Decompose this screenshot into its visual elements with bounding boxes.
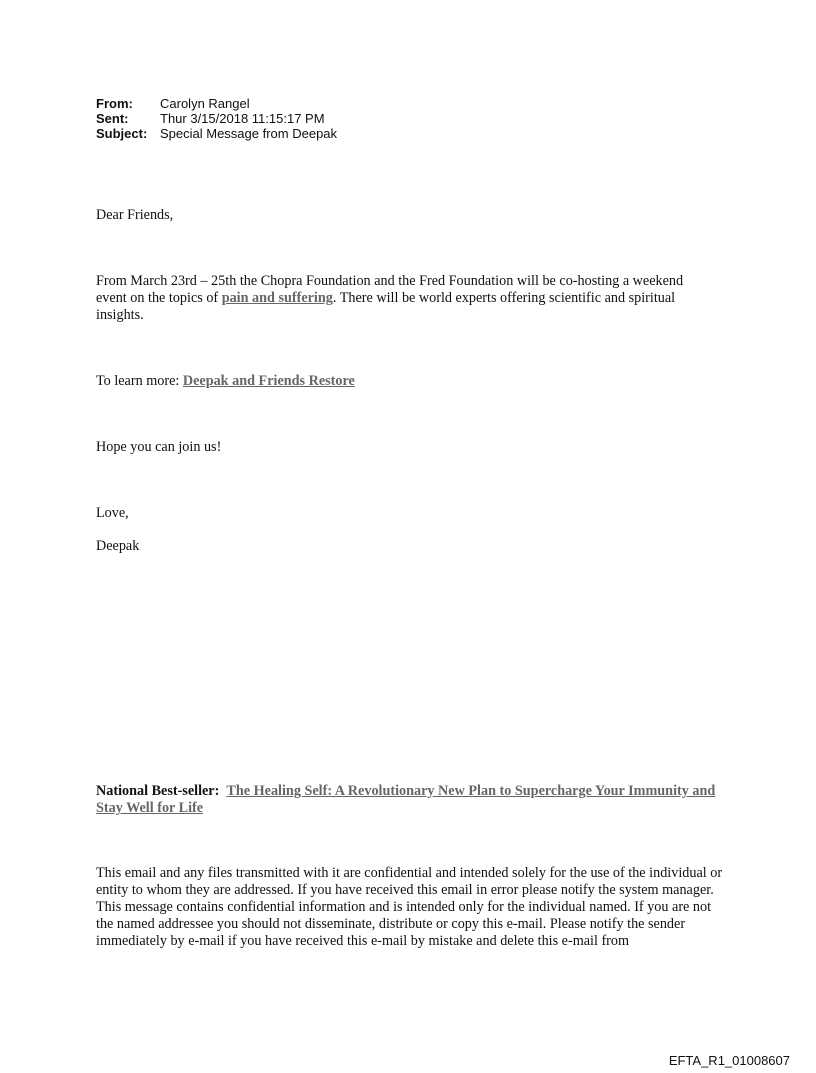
- sent-label: Sent:: [96, 111, 129, 126]
- learn-more-line: [96, 373, 355, 390]
- sent-value: Thur 3/15/2018 11:15:17 PM: [160, 111, 325, 126]
- closing-line: Love,: [96, 505, 129, 521]
- promo-line: [96, 783, 721, 817]
- sent-row: [96, 111, 337, 126]
- event-paragraph: [96, 273, 706, 324]
- subject-row: [96, 126, 337, 141]
- signature: Deepak: [96, 538, 140, 554]
- healing-self-book-link[interactable]: The Healing Self: A Revolutionary New Plan to Supercharge Your Immunity and Stay Well for Life: [96, 783, 716, 816]
- from-label: From:: [96, 96, 133, 111]
- learn-more-prefix: To learn more:: [96, 373, 183, 389]
- from-row: [96, 96, 337, 111]
- confidentiality-disclaimer: This email and any files transmitted with it are confidential and intended solely for the use of the individual or entity to whom they are addressed. If you have received this email in error please notify the system manager. This message contains confidential information and is intended only for the individual named. If you are not the named addressee you should not disseminate, distribute or copy this e-mail. Please notify the sender immediately by e-mail if you have received this e-mail by mistake and delete this e-mail from: [96, 865, 723, 949]
- pain-and-suffering-link[interactable]: pain and suffering: [221, 290, 333, 306]
- subject-label: Subject:: [96, 126, 148, 141]
- from-value: Carolyn Rangel: [160, 96, 250, 111]
- hope-line: Hope you can join us!: [96, 439, 222, 455]
- event-text-end: . There will be world experts offering scientific and spiritual insights.: [96, 290, 676, 323]
- promo-label: National Best-seller:: [96, 783, 220, 799]
- subject-value: Special Message from Deepak: [160, 126, 338, 141]
- email-header: [96, 96, 337, 141]
- deepak-and-friends-restore-link[interactable]: Deepak and Friends Restore: [182, 373, 355, 389]
- greeting: Dear Friends,: [96, 207, 174, 223]
- event-text-start: From March 23rd – 25th the Chopra Foundation and the Fred Foundation will be co-hosting a weekend event on the topics of: [96, 273, 684, 306]
- document-id: EFTA_R1_01008607: [668, 1053, 790, 1068]
